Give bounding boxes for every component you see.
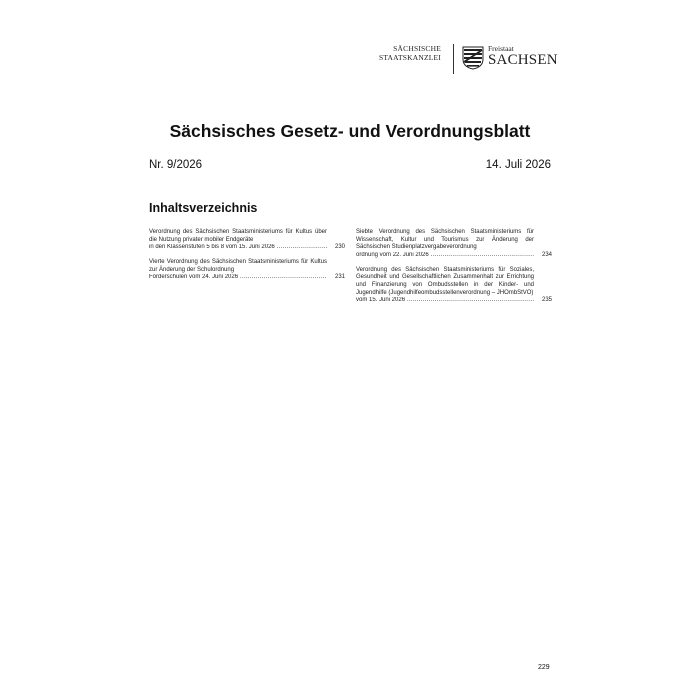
toc-entry-page: 230 bbox=[334, 244, 345, 251]
logo-divider bbox=[453, 44, 454, 74]
toc-entry-text: Siebte Verordnung des Sächsischen Staatsministeriums für Wissenschaft, Kultur und Tourismus zur Änderung der Sächsischen Studienplatzvergabeverordnung bbox=[356, 229, 534, 251]
state-line-2: SACHSEN bbox=[488, 52, 558, 68]
toc-entry-text: Verordnung des Sächsischen Staatsministeriums für Soziales, Gesundheit und Gesellschaftlichen Zusammenhalt zur Errichtung und Finanzierung von Ombudsstellen in der Kinder- und Jugendhilfe (Jugendhilfeombudsstellenverordnung – JHOmbStVO) bbox=[356, 266, 534, 296]
page-number: 229 bbox=[538, 664, 550, 671]
state-line-1: Freistaat bbox=[488, 44, 514, 53]
state-name bbox=[488, 44, 558, 68]
toc-entry-page: 234 bbox=[541, 251, 552, 258]
toc-entry[interactable] bbox=[149, 229, 345, 252]
toc-heading: Inhaltsverzeichnis bbox=[149, 201, 258, 215]
publisher-logo bbox=[379, 44, 558, 74]
toc-entry-text: Vierte Verordnung des Sächsischen Staatsministeriums für Kultus zur Änderung der Schulordnung bbox=[149, 259, 327, 273]
toc-column-left bbox=[149, 229, 345, 289]
toc-column-right bbox=[356, 229, 552, 312]
office-name bbox=[361, 44, 441, 62]
toc-entry[interactable] bbox=[356, 267, 552, 305]
toc-entry-text: Verordnung des Sächsischen Staatsministeriums für Kultus über die Nutzung privater mobiler Endgeräte bbox=[149, 229, 327, 243]
saxony-crest-icon bbox=[462, 46, 484, 70]
toc-entry[interactable] bbox=[356, 229, 552, 259]
toc-entry-last-line: Förderschulen vom 24. Juni 2026 ..... bbox=[149, 274, 327, 282]
issue-date: 14. Juli 2026 bbox=[485, 159, 551, 171]
office-line-1: SÄCHSISCHE bbox=[393, 44, 441, 53]
office-line-2: STAATSKANZLEI bbox=[379, 53, 441, 62]
toc-entry-last-line: ordnung vom 22. Juni 2026 ..... bbox=[356, 252, 534, 260]
toc-entry[interactable] bbox=[149, 259, 345, 282]
toc-entry-last-line: vom 15. Juni 2026 ..... bbox=[356, 297, 534, 305]
toc-entry-page: 235 bbox=[541, 297, 552, 304]
toc-entry-last-line: in den Klassenstufen 5 bis 8 vom 15. Juni 2026 ..... bbox=[149, 244, 327, 252]
issue-number: Nr. 9/2026 bbox=[149, 159, 203, 171]
document-title: Sächsisches Gesetz- und Verordnungsblatt bbox=[169, 121, 531, 141]
toc-entry-page: 231 bbox=[334, 274, 345, 281]
